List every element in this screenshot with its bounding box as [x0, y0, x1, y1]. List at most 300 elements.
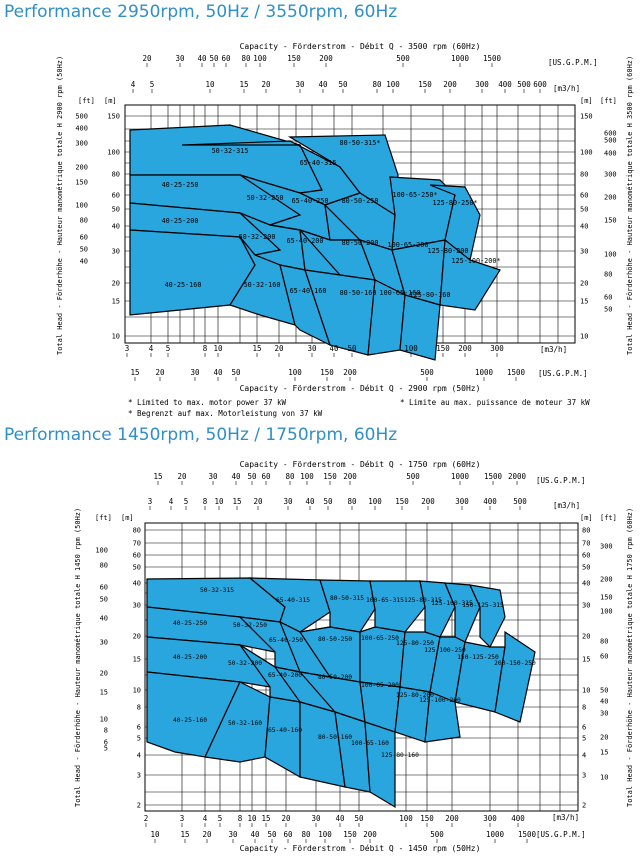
pump-model-label: 100-65-250* [392, 191, 438, 199]
top-gpm-ticks-label: 1500 [482, 54, 502, 63]
bottom-m3h-ticks-label: 10 [213, 344, 223, 353]
bottom-gpm-ticks-label: 15 [180, 830, 190, 839]
top-m3h-ticks-label: 50 [323, 497, 333, 506]
top-m3h-ticks-label: 150 [395, 497, 409, 506]
pump-model-label: 125-80-200 [427, 247, 469, 255]
right-m-ticks-label: 4 [582, 751, 587, 760]
bottom-m3h-ticks-label: 300 [490, 344, 504, 353]
pump-model-label: 125-80-315 [404, 597, 442, 604]
top-m3h-ticks-label: 200 [443, 80, 457, 89]
right-ft-ticks-label: 40 [600, 697, 609, 706]
right-ft-ticks-label: 200 [600, 575, 613, 584]
left-ft-ticks-label: 40 [79, 257, 88, 266]
right-ft-ticks-label: 15 [600, 748, 609, 757]
top-m3h-ticks-label: 200 [421, 497, 435, 506]
pump-model-label: 80-50-315* [339, 139, 381, 147]
pump-model-label: 80-50-250 [317, 636, 353, 643]
bottom-m3h-ticks-label: 100 [399, 814, 413, 823]
top-m3h-ticks-label: 50 [338, 80, 348, 89]
top-m3h-ticks-label: 300 [455, 497, 469, 506]
bottom-gpm-ticks-label: 10 [150, 830, 160, 839]
top-m3h-ticks-label: 400 [498, 80, 512, 89]
unit-m-right: [m] [580, 97, 593, 105]
top-m3h-ticks-label: 8 [202, 497, 208, 506]
pump-model-label: 125-100-200 [419, 697, 461, 704]
top-m3h-ticks-label: 100 [368, 497, 382, 506]
bottom-m3h-ticks-label: 50 [347, 344, 357, 353]
right-m-ticks [582, 527, 590, 810]
pump-model-label: 50-32-160 [227, 720, 263, 727]
top-m3h-ticks-label: 5 [149, 80, 155, 89]
pump-curve-region [320, 580, 375, 632]
pump-model-label: 125-100-315 [431, 600, 473, 607]
unit-gpm-bottom: [US.G.P.M.] [536, 830, 586, 839]
unit-ft-left: [ft] [95, 514, 112, 522]
pump-model-label: 125-80-160 [409, 291, 451, 299]
bottom-m3h-ticks-label: 20 [281, 814, 291, 823]
bottom-m3h-ticks-label: 200 [458, 344, 472, 353]
unit-gpm-top: [US.G.P.M.] [548, 58, 598, 67]
left-m-ticks-label: 80 [132, 526, 141, 535]
note-fr: * Limite au max. puissance de moteur 37 kW [400, 398, 590, 407]
pump-model-label: 50-32-160 [243, 281, 281, 289]
top-m3h-ticks-label: 80 [372, 80, 382, 89]
top-gpm-ticks-label: 200 [343, 472, 357, 481]
pump-model-label: 200-150-250 [494, 660, 536, 667]
top-m3h-ticks-label: 150 [418, 80, 432, 89]
left-ft-ticks-label: 80 [99, 561, 108, 570]
bottom-m3h-ticks-label: 200 [445, 814, 459, 823]
note-de: * Begrenzt auf max. Motorleistung von 37 kW [128, 409, 323, 418]
right-m-ticks-label: 6 [582, 723, 587, 732]
bottom-gpm-ticks-label: 500 [420, 368, 434, 377]
bottom-m3h-ticks-label: 40 [335, 814, 345, 823]
top-gpm-ticks-label: 150 [287, 54, 301, 63]
pump-model-label: 65-40-200 [286, 237, 324, 245]
unit-ft-left: [ft] [78, 97, 95, 105]
bottom-gpm-ticks-label: 1000 [485, 830, 505, 839]
left-m-ticks-label: 8 [136, 703, 141, 712]
bottom-gpm-ticks-label: 30 [190, 368, 200, 377]
top-gpm-ticks-label: 50 [209, 54, 219, 63]
bottom-m3h-ticks-label: 400 [511, 814, 525, 823]
bottom-m3h-ticks [125, 344, 505, 357]
left-ft-ticks-label: 20 [99, 669, 108, 678]
top-gpm-ticks [153, 472, 526, 485]
right-ft-ticks-label: 100 [604, 250, 617, 259]
left-m-ticks-label: 20 [111, 279, 120, 288]
pump-model-label: 40-25-250 [161, 181, 199, 189]
top-m3h-ticks-label: 30 [283, 497, 293, 506]
top-gpm-ticks-label: 50 [247, 472, 257, 481]
bottom-axis-title: Capacity - Förderstrom - Débit Q - 2900 rpm (50Hz) [239, 384, 481, 393]
pump-model-label: 50-32-250 [232, 622, 268, 629]
left-ft-ticks-label: 400 [75, 124, 88, 133]
left-ft-ticks-label: 50 [99, 595, 108, 604]
left-m-ticks-label: 10 [111, 332, 120, 341]
left-ft-ticks-label: 15 [99, 688, 108, 697]
unit-m3h-bottom: [m3/h] [540, 345, 568, 354]
bottom-gpm-ticks-label: 20 [155, 368, 165, 377]
top-m3h-ticks-label: 3 [147, 497, 153, 506]
left-ft-ticks-label: 150 [75, 178, 88, 187]
top-gpm-ticks-label: 40 [231, 472, 241, 481]
left-m-ticks-label: 40 [132, 579, 141, 588]
pump-model-label: 65-40-160 [289, 287, 327, 295]
top-m3h-ticks-label: 10 [214, 497, 224, 506]
top-m3h-ticks-label: 30 [295, 80, 305, 89]
right-ft-ticks-label: 300 [604, 170, 617, 179]
pump-model-label: 65-40-315 [275, 597, 311, 604]
top-m3h-ticks-label: 600 [533, 80, 547, 89]
left-m-ticks-label: 2 [136, 801, 141, 810]
left-m-ticks [133, 527, 141, 810]
top-m3h-ticks-label: 500 [517, 80, 531, 89]
pump-model-label: 125-80-250* [432, 199, 478, 207]
bottom-gpm-ticks-label: 150 [320, 368, 334, 377]
pump-model-label: 80-50-160 [339, 289, 377, 297]
bottom-gpm-ticks-label: 80 [301, 830, 311, 839]
right-m-ticks-label: 70 [582, 539, 591, 548]
pump-model-label: 65-40-200 [267, 672, 303, 679]
bottom-m3h-ticks-label: 2 [143, 814, 149, 823]
bottom-m3h-ticks-label: 4 [148, 344, 154, 353]
left-axis-title: Total Head - Förderhöhe - Hauteur manométrique totale H 2900 rpm (50Hz) [56, 55, 64, 355]
top-gpm-ticks [142, 54, 501, 67]
left-m-ticks [107, 113, 120, 341]
right-ft-ticks-label: 80 [600, 637, 609, 646]
right-ft-ticks-label: 600 [604, 129, 617, 138]
top-gpm-ticks-label: 40 [197, 54, 207, 63]
top-gpm-ticks-label: 60 [261, 472, 271, 481]
chart1-heading: Performance 2950rpm, 50Hz / 3550rpm, 60Hz [4, 2, 398, 22]
pump-performance-chart-2950rpm [0, 25, 641, 425]
bottom-m3h-ticks-label: 150 [420, 814, 434, 823]
bottom-m3h-ticks [144, 814, 526, 827]
note-en: * Limited to max. motor power 37 kW [128, 398, 287, 407]
right-axis-title: Total Head - Förderhöhe - Hauteur manométrique totale H 3500 rpm (60Hz) [626, 55, 634, 355]
bottom-m3h-ticks-label: 10 [247, 814, 257, 823]
pump-model-label: 80-50-160 [317, 734, 353, 741]
pump-model-label: 65-40-160 [267, 727, 303, 734]
pump-model-label: 100-65-200 [361, 682, 399, 689]
pump-model-label: 50-32-315 [211, 147, 249, 155]
right-ft-ticks-label: 80 [604, 270, 613, 279]
left-m-ticks-label: 100 [107, 148, 120, 157]
right-ft-ticks-label: 150 [600, 593, 613, 602]
top-gpm-ticks-label: 30 [175, 54, 185, 63]
pump-model-label: 100-65-250 [361, 635, 399, 642]
left-m-ticks-label: 6 [136, 723, 141, 732]
pump-curve-region [370, 581, 425, 632]
bottom-gpm-ticks [150, 830, 536, 843]
top-axis-title: Capacity - Förderstrom - Débit Q - 1750 rpm (60Hz) [239, 460, 481, 469]
left-ft-ticks [75, 113, 88, 266]
bottom-gpm-ticks-label: 1500 [506, 368, 526, 377]
top-m3h-ticks-label: 500 [513, 497, 527, 506]
bottom-gpm-ticks-label: 200 [343, 368, 357, 377]
unit-ft-right: [ft] [600, 97, 617, 105]
left-ft-ticks-label: 60 [99, 583, 108, 592]
pump-model-label: 65-40-315 [299, 159, 337, 167]
left-ft-ticks-label: 300 [75, 139, 88, 148]
left-ft-ticks-label: 500 [75, 112, 88, 121]
bottom-gpm-ticks-label: 150 [343, 830, 357, 839]
pump-model-label: 100-65-160 [379, 289, 421, 297]
bottom-m3h-ticks-label: 5 [217, 814, 223, 823]
left-m-ticks-label: 4 [136, 751, 141, 760]
right-m-ticks-label: 150 [580, 112, 593, 121]
pump-curve-region [495, 632, 535, 722]
unit-m-left: [m] [121, 514, 134, 522]
bottom-gpm-ticks-label: 50 [231, 368, 241, 377]
right-ft-ticks-label: 50 [604, 305, 613, 314]
left-ft-ticks-label: 100 [75, 201, 88, 210]
right-m-ticks-label: 2 [582, 801, 587, 810]
right-m-ticks-label: 5 [582, 734, 587, 743]
right-ft-ticks [604, 130, 617, 314]
bottom-m3h-ticks-label: 3 [179, 814, 185, 823]
left-m-ticks-label: 70 [132, 539, 141, 548]
bottom-gpm-ticks-label: 100 [288, 368, 302, 377]
pump-model-label: 50-32-200 [238, 233, 276, 241]
right-m-ticks-label: 15 [580, 297, 589, 306]
pump-performance-chart-1450rpm [0, 447, 641, 857]
top-gpm-ticks-label: 1500 [483, 472, 503, 481]
top-m3h-ticks-label: 15 [239, 80, 249, 89]
left-m-ticks-label: 10 [132, 686, 141, 695]
top-gpm-ticks-label: 200 [319, 54, 333, 63]
bottom-m3h-ticks-label: 8 [202, 344, 208, 353]
pump-model-label: 100-65-200 [387, 241, 429, 249]
left-m-ticks-label: 60 [111, 191, 120, 200]
right-m-ticks [580, 113, 593, 341]
top-m3h-ticks [131, 80, 548, 93]
left-axis-title: Total Head - Förderhöhe - Hauteur manométrique totale H 1450 rpm (50Hz) [74, 507, 82, 807]
unit-m3h-top: [m3/h] [553, 501, 581, 510]
pump-model-label: 40-25-160 [172, 717, 208, 724]
pump-curve-region [365, 722, 395, 807]
left-m-ticks-label: 20 [132, 632, 141, 641]
right-ft-ticks-label: 60 [600, 652, 609, 661]
pump-model-label: 40-25-160 [164, 281, 202, 289]
bottom-m3h-ticks-label: 5 [165, 344, 171, 353]
unit-m3h-top: [m3/h] [553, 84, 581, 93]
bottom-gpm-ticks-label: 40 [213, 368, 223, 377]
pump-curve-region [265, 697, 303, 777]
right-m-ticks-label: 15 [582, 655, 591, 664]
right-ft-ticks-label: 500 [604, 136, 617, 145]
bottom-gpm-ticks-label: 30 [228, 830, 238, 839]
left-m-ticks-label: 30 [111, 247, 120, 256]
right-ft-ticks-label: 400 [604, 149, 617, 158]
bottom-m3h-ticks-label: 50 [354, 814, 364, 823]
top-m3h-ticks-label: 20 [253, 497, 263, 506]
pump-model-label: 150-125-250 [457, 654, 499, 661]
right-m-ticks-label: 10 [582, 686, 591, 695]
pump-model-label: 50-32-315 [199, 587, 235, 594]
top-m3h-ticks-label: 15 [232, 497, 242, 506]
bottom-gpm-ticks-label: 500 [430, 830, 444, 839]
left-ft-ticks-label: 30 [99, 638, 108, 647]
left-m-ticks-label: 15 [111, 297, 120, 306]
top-gpm-ticks-label: 1000 [450, 54, 470, 63]
right-m-ticks-label: 100 [580, 148, 593, 157]
top-m3h-ticks-label: 400 [483, 497, 497, 506]
bottom-gpm-ticks-label: 100 [318, 830, 332, 839]
left-ft-ticks-label: 80 [79, 216, 88, 225]
pump-model-label: 125-80-250 [396, 640, 434, 647]
pump-model-label: 40-25-200 [172, 654, 208, 661]
right-ft-ticks-label: 100 [600, 607, 613, 616]
right-m-ticks-label: 50 [582, 563, 591, 572]
right-m-ticks-label: 20 [582, 632, 591, 641]
pump-model-label: 80-50-200 [317, 674, 353, 681]
bottom-gpm-ticks-label: 15 [130, 368, 140, 377]
top-gpm-ticks-label: 500 [396, 54, 410, 63]
top-gpm-ticks-label: 100 [253, 54, 267, 63]
top-m3h-ticks-label: 5 [183, 497, 189, 506]
top-gpm-ticks-label: 80 [241, 54, 251, 63]
right-ft-ticks [600, 543, 613, 782]
left-m-ticks-label: 30 [132, 601, 141, 610]
right-ft-ticks-label: 10 [600, 773, 609, 782]
left-ft-ticks-label: 5 [103, 744, 108, 753]
bottom-gpm-ticks-label: 1500 [517, 830, 537, 839]
top-gpm-ticks-label: 30 [208, 472, 218, 481]
right-ft-ticks-label: 300 [600, 542, 613, 551]
bottom-m3h-ticks-label: 30 [311, 814, 321, 823]
left-m-ticks-label: 80 [111, 170, 120, 179]
right-m-ticks-label: 8 [582, 703, 587, 712]
bottom-m3h-ticks-label: 40 [329, 344, 339, 353]
bottom-m3h-ticks-label: 300 [483, 814, 497, 823]
right-ft-ticks-label: 60 [604, 293, 613, 302]
pump-model-label: 125-80-200 [396, 692, 434, 699]
unit-ft-right: [ft] [600, 514, 617, 522]
top-m3h-ticks-label: 40 [318, 80, 328, 89]
right-m-ticks-label: 30 [582, 601, 591, 610]
bottom-gpm-ticks-label: 1000 [474, 368, 494, 377]
bottom-m3h-ticks-label: 20 [274, 344, 284, 353]
right-ft-ticks-label: 200 [604, 193, 617, 202]
pump-model-label: 65-40-250 [268, 637, 304, 644]
right-ft-ticks-label: 20 [600, 733, 609, 742]
right-m-ticks-label: 80 [582, 526, 591, 535]
top-gpm-ticks-label: 60 [221, 54, 231, 63]
pump-model-label: 50-32-200 [227, 660, 263, 667]
right-m-ticks-label: 60 [580, 191, 589, 200]
bottom-axis-title: Capacity - Förderstrom - Débit Q - 1450 rpm (50Hz) [239, 844, 481, 853]
top-axis-title: Capacity - Förderstrom - Débit Q - 3500 rpm (60Hz) [239, 42, 481, 51]
left-ft-ticks [95, 547, 108, 753]
left-ft-ticks-label: 8 [103, 726, 108, 735]
top-m3h-ticks [148, 497, 528, 510]
left-m-ticks-label: 50 [111, 205, 120, 214]
unit-gpm-bottom: [US.G.P.M.] [538, 369, 588, 378]
top-m3h-ticks-label: 100 [386, 80, 400, 89]
right-m-ticks-label: 3 [582, 771, 587, 780]
pump-model-label: 125-80-160 [381, 752, 419, 759]
pump-model-label: 50-32-250 [246, 194, 284, 202]
right-ft-ticks-label: 50 [600, 686, 609, 695]
top-gpm-ticks-label: 1000 [450, 472, 470, 481]
pump-model-label: 100-65-160 [351, 740, 389, 747]
bottom-gpm-ticks-label: 200 [363, 830, 377, 839]
bottom-gpm-ticks [130, 368, 525, 381]
left-ft-ticks-label: 50 [79, 245, 88, 254]
left-m-ticks-label: 15 [132, 655, 141, 664]
top-m3h-ticks-label: 10 [205, 80, 215, 89]
bottom-m3h-ticks-label: 15 [261, 814, 271, 823]
left-ft-ticks-label: 200 [75, 163, 88, 172]
bottom-gpm-ticks-label: 20 [202, 830, 212, 839]
left-m-ticks-label: 40 [111, 222, 120, 231]
right-m-ticks-label: 50 [580, 205, 589, 214]
top-gpm-ticks-label: 100 [300, 472, 314, 481]
right-m-ticks-label: 80 [580, 170, 589, 179]
left-m-ticks-label: 150 [107, 112, 120, 121]
unit-m-left: [m] [104, 97, 117, 105]
pump-model-label: 65-40-250 [291, 197, 329, 205]
left-ft-ticks-label: 60 [79, 233, 88, 242]
top-gpm-ticks-label: 20 [142, 54, 152, 63]
bottom-m3h-ticks-label: 4 [202, 814, 208, 823]
top-gpm-ticks-label: 500 [406, 472, 420, 481]
right-m-ticks-label: 60 [582, 551, 591, 560]
right-m-ticks-label: 30 [580, 247, 589, 256]
left-m-ticks-label: 60 [132, 551, 141, 560]
right-ft-ticks-label: 30 [600, 709, 609, 718]
left-ft-ticks-label: 40 [99, 614, 108, 623]
top-m3h-ticks-label: 300 [475, 80, 489, 89]
pump-model-label: 100-65-315 [366, 597, 404, 604]
unit-gpm-top: [US.G.P.M.] [536, 476, 586, 485]
pump-model-label: 40-25-250 [172, 620, 208, 627]
pump-model-label: 80-50-200 [341, 239, 379, 247]
right-m-ticks-label: 20 [580, 279, 589, 288]
pump-model-label: 80-50-315 [329, 595, 365, 602]
bottom-m3h-ticks-label: 150 [436, 344, 450, 353]
unit-m-right: [m] [580, 514, 593, 522]
left-m-ticks-label: 3 [136, 771, 141, 780]
pump-model-label: 80-50-250 [341, 197, 379, 205]
left-m-ticks-label: 5 [136, 734, 141, 743]
right-m-ticks-label: 40 [582, 579, 591, 588]
top-gpm-ticks-label: 2000 [507, 472, 527, 481]
top-gpm-ticks-label: 15 [153, 472, 163, 481]
pump-model-label: 125-100-200* [451, 257, 501, 265]
right-m-ticks-label: 10 [580, 332, 589, 341]
chart2-heading: Performance 1450rpm, 50Hz / 1750rpm, 60Hz [4, 425, 398, 445]
right-m-ticks-label: 40 [580, 222, 589, 231]
pump-model-label: 125-100-250 [424, 647, 466, 654]
top-m3h-ticks-label: 80 [347, 497, 357, 506]
top-gpm-ticks-label: 80 [285, 472, 295, 481]
top-gpm-ticks-label: 150 [323, 472, 337, 481]
left-ft-ticks-label: 6 [103, 738, 108, 747]
bottom-gpm-ticks-label: 50 [267, 830, 277, 839]
bottom-m3h-ticks-label: 30 [307, 344, 317, 353]
left-m-ticks-label: 50 [132, 563, 141, 572]
pump-model-label: 150-125-315 [462, 602, 504, 609]
top-m3h-ticks-label: 40 [305, 497, 315, 506]
pump-model-label: 40-25-200 [161, 217, 199, 225]
bottom-m3h-ticks-label: 3 [124, 344, 130, 353]
right-ft-ticks-label: 150 [604, 216, 617, 225]
top-gpm-ticks-label: 20 [177, 472, 187, 481]
unit-m3h-bottom: [m3/h] [552, 813, 580, 822]
